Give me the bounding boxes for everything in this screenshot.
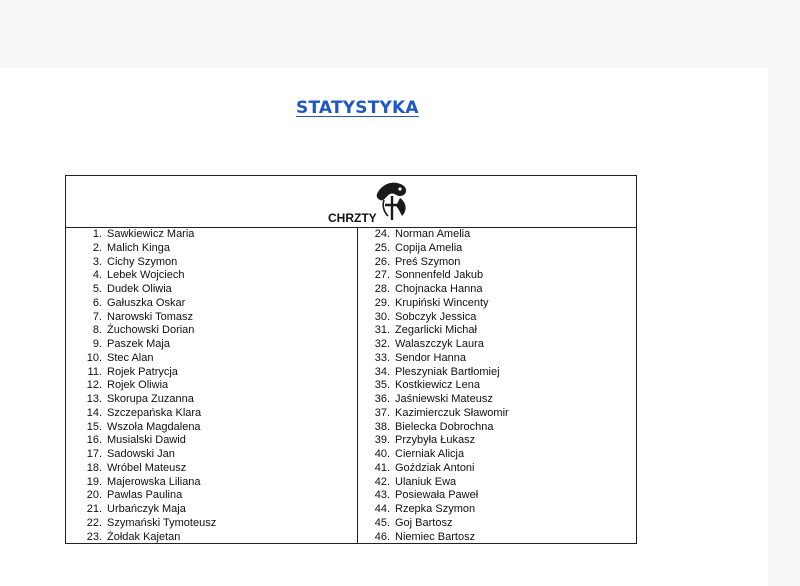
left-column-list bbox=[66, 228, 356, 544]
list-item bbox=[358, 352, 636, 366]
item-name: Skorupa Zuzanna bbox=[107, 393, 194, 405]
list-item bbox=[66, 366, 356, 380]
page-title: STATYSTYKA bbox=[296, 98, 419, 118]
item-name: Paszek Maja bbox=[107, 338, 170, 350]
list-item bbox=[358, 311, 636, 325]
item-number: 38. bbox=[374, 420, 390, 433]
item-number: 8. bbox=[92, 324, 102, 337]
baptisms-table bbox=[65, 175, 637, 544]
item-name: Rojek Oliwia bbox=[107, 379, 169, 392]
item-number: 31. bbox=[374, 324, 390, 337]
item-name: Żołdak Kajetan bbox=[107, 530, 181, 543]
list-item bbox=[66, 269, 356, 283]
list-item bbox=[66, 503, 356, 517]
list-item bbox=[66, 393, 356, 407]
list-item bbox=[358, 503, 636, 517]
list-item bbox=[358, 338, 636, 352]
item-name: Sendor Hanna bbox=[395, 351, 466, 364]
item-number: 29. bbox=[374, 296, 390, 309]
item-name: Posiewała Paweł bbox=[395, 489, 479, 502]
item-name: Wszoła Magdalena bbox=[107, 420, 201, 433]
list-item bbox=[66, 297, 356, 311]
item-number: 4. bbox=[92, 269, 102, 282]
item-number: 7. bbox=[92, 310, 102, 323]
item-name: Pleszyniak Bartłomiej bbox=[395, 365, 500, 378]
list-item bbox=[66, 324, 356, 338]
section-title: CHRZTY bbox=[328, 211, 377, 225]
item-number: 26. bbox=[374, 255, 390, 268]
item-name: Rojek Patrycja bbox=[107, 365, 178, 378]
item-name: Norman Amelia bbox=[395, 228, 471, 240]
item-name: Niemiec Bartosz bbox=[395, 530, 476, 543]
item-name: Cierniak Alicja bbox=[395, 448, 465, 460]
item-number: 16. bbox=[86, 434, 102, 447]
list-item bbox=[358, 366, 636, 380]
item-name: Goździak Antoni bbox=[395, 461, 475, 474]
list-item bbox=[66, 448, 356, 462]
item-number: 18. bbox=[86, 461, 102, 474]
item-name: Rzepka Szymon bbox=[395, 503, 476, 515]
item-name: Cichy Szymon bbox=[107, 255, 178, 268]
list-item bbox=[66, 379, 356, 393]
list-item bbox=[66, 434, 356, 448]
item-number: 25. bbox=[374, 241, 390, 254]
item-number: 28. bbox=[374, 283, 390, 295]
item-number: 17. bbox=[86, 448, 102, 460]
item-number: 6. bbox=[92, 296, 102, 309]
item-name: Dudek Oliwia bbox=[107, 283, 172, 295]
item-number: 12. bbox=[86, 379, 102, 392]
item-number: 43. bbox=[374, 489, 390, 502]
scan-margin-right bbox=[768, 68, 800, 586]
list-item bbox=[66, 476, 356, 490]
item-name: Przybyła Łukasz bbox=[395, 434, 476, 447]
item-number: 30. bbox=[374, 310, 390, 323]
item-number: 15. bbox=[86, 420, 102, 433]
item-name: Narowski Tomasz bbox=[107, 310, 193, 323]
item-name: Ulaniuk Ewa bbox=[395, 475, 457, 488]
list-item bbox=[358, 489, 636, 503]
item-name: Sonnenfeld Jakub bbox=[395, 269, 484, 282]
list-item bbox=[358, 242, 636, 256]
item-number: 11. bbox=[87, 365, 102, 378]
list-item bbox=[66, 531, 356, 545]
item-number: 46. bbox=[374, 530, 390, 543]
list-item bbox=[358, 448, 636, 462]
item-number: 5. bbox=[92, 283, 102, 295]
item-number: 33. bbox=[374, 351, 390, 364]
list-item bbox=[66, 311, 356, 325]
item-number: 3. bbox=[92, 255, 102, 268]
list-item bbox=[358, 393, 636, 407]
list-item bbox=[358, 269, 636, 283]
list-item bbox=[66, 407, 356, 421]
item-name: Kazimierczuk Sławomir bbox=[395, 406, 509, 419]
item-name: Żuchowski Dorian bbox=[107, 324, 195, 337]
item-name: Malich Kinga bbox=[107, 241, 170, 254]
item-number: 40. bbox=[374, 448, 390, 460]
list-item bbox=[358, 324, 636, 338]
item-number: 22. bbox=[86, 516, 102, 529]
item-name: Preś Szymon bbox=[395, 255, 461, 268]
list-item bbox=[358, 434, 636, 448]
item-name: Pawlas Paulina bbox=[107, 489, 183, 502]
item-number: 1. bbox=[92, 228, 102, 240]
item-number: 44. bbox=[374, 503, 390, 515]
item-name: Stec Alan bbox=[107, 351, 154, 364]
item-name: Sobczyk Jessica bbox=[395, 310, 477, 323]
list-item bbox=[66, 228, 356, 242]
item-number: 10. bbox=[86, 351, 102, 364]
item-name: Urbańczyk Maja bbox=[107, 503, 186, 515]
item-number: 20. bbox=[86, 489, 102, 502]
item-name: Bielecka Dobrochna bbox=[395, 420, 494, 433]
item-name: Jaśniewski Mateusz bbox=[395, 393, 493, 405]
item-number: 39. bbox=[374, 434, 390, 447]
item-number: 27. bbox=[374, 269, 390, 282]
list-item bbox=[358, 421, 636, 435]
item-number: 41. bbox=[374, 461, 390, 474]
item-name: Gałuszka Oskar bbox=[107, 296, 186, 309]
item-number: 19. bbox=[86, 475, 102, 488]
item-number: 24. bbox=[374, 228, 390, 240]
list-item bbox=[66, 462, 356, 476]
item-number: 35. bbox=[374, 379, 390, 392]
list-item bbox=[358, 256, 636, 270]
list-item bbox=[358, 517, 636, 531]
list-item bbox=[358, 379, 636, 393]
list-item bbox=[358, 476, 636, 490]
scan-margin-top bbox=[0, 0, 800, 68]
item-number: 23. bbox=[86, 530, 102, 543]
item-number: 2. bbox=[92, 241, 102, 254]
item-number: 45. bbox=[374, 516, 390, 529]
item-number: 32. bbox=[374, 338, 390, 350]
item-name: Szymański Tymoteusz bbox=[107, 516, 217, 529]
list-item bbox=[66, 338, 356, 352]
list-item bbox=[66, 517, 356, 531]
item-name: Majerowska Liliana bbox=[107, 475, 201, 488]
item-number: 34. bbox=[374, 365, 390, 378]
item-name: Wróbel Mateusz bbox=[107, 461, 187, 474]
list-item bbox=[66, 421, 356, 435]
item-name: Szczepańska Klara bbox=[107, 406, 202, 419]
list-item bbox=[358, 297, 636, 311]
item-name: Zegarlicki Michał bbox=[395, 324, 477, 337]
item-name: Lebek Wojciech bbox=[107, 269, 185, 282]
item-name: Goj Bartosz bbox=[395, 516, 453, 529]
list-item bbox=[358, 531, 636, 545]
item-name: Chojnacka Hanna bbox=[395, 283, 483, 295]
list-item bbox=[358, 407, 636, 421]
item-name: Krupiński Wincenty bbox=[395, 296, 489, 309]
list-item bbox=[66, 283, 356, 297]
item-number: 42. bbox=[374, 475, 390, 488]
item-number: 36. bbox=[374, 393, 390, 405]
item-number: 37. bbox=[374, 406, 390, 419]
item-number: 13. bbox=[86, 393, 102, 405]
item-name: Copija Amelia bbox=[395, 241, 463, 254]
item-number: 9. bbox=[92, 338, 102, 350]
list-item bbox=[66, 256, 356, 270]
list-item bbox=[358, 283, 636, 297]
item-name: Kostkiewicz Lena bbox=[395, 379, 480, 392]
item-number: 14. bbox=[86, 406, 102, 419]
list-item bbox=[66, 489, 356, 503]
item-name: Sadowski Jan bbox=[107, 448, 175, 460]
item-name: Musialski Dawid bbox=[107, 434, 186, 447]
item-number: 21. bbox=[86, 503, 102, 515]
item-name: Walaszczyk Laura bbox=[395, 338, 484, 350]
list-item bbox=[66, 242, 356, 256]
list-item bbox=[358, 228, 636, 242]
list-item bbox=[66, 352, 356, 366]
item-name: Sawkiewicz Maria bbox=[107, 228, 195, 240]
list-item bbox=[358, 462, 636, 476]
right-column-list bbox=[358, 228, 636, 544]
